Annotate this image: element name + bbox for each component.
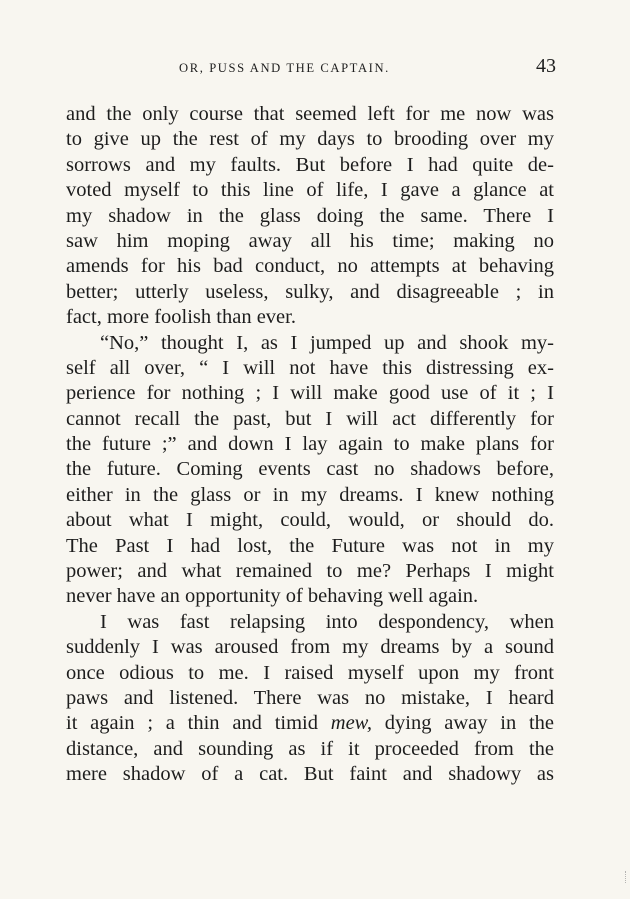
text-line: saw him moping away all his time; making no [66, 229, 554, 252]
page-body [66, 102, 554, 788]
text-fragment: it again ; a thin and timid [66, 712, 318, 735]
text-line: to give up the rest of my days to brooding over my [66, 128, 554, 151]
text-line: mere shadow of a cat. But faint and shadowy as [66, 763, 554, 786]
running-head [66, 57, 556, 81]
text-line: voted myself to this line of life, I gave a glance at [66, 179, 554, 202]
text-line: perience for nothing ; I will make good use of it ; I [66, 382, 554, 405]
text-line: suddenly I was aroused from my dreams by a sound [66, 636, 554, 659]
text-line: never have an opportunity of behaving well again. [66, 585, 479, 608]
text-line: amends for his bad conduct, no attempts at behaving [66, 255, 554, 278]
text-line: cannot recall the past, but I will act differently for [66, 407, 554, 430]
text-line-with-italic [66, 711, 554, 736]
text-line: the future ;” and down I lay again to make plans for [66, 433, 554, 456]
running-title: OR, PUSS AND THE CAPTAIN. [179, 61, 390, 75]
text-line: the future. Coming events cast no shadows before, [66, 458, 554, 481]
page-number: 43 [536, 55, 556, 77]
text-line: once odious to me. I raised myself upon my front [66, 661, 554, 684]
text-line: fact, more foolish than ever. [66, 306, 296, 329]
text-line: sorrows and my faults. But before I had quite de- [66, 153, 554, 176]
text-line: power; and what remained to me? Perhaps I might [66, 560, 554, 583]
text-fragment: dying away in the [384, 712, 554, 735]
text-line: I was fast relapsing into despondency, when [100, 610, 554, 633]
text-line: self all over, “ I will not have this distressing ex- [66, 356, 554, 379]
text-line: about what I might, could, would, or should do. [66, 509, 554, 532]
text-line: “No,” thought I, as I jumped up and shook my- [100, 331, 554, 354]
text-line: either in the glass or in my dreams. I knew nothing [66, 483, 554, 506]
text-line: paws and listened. There was no mistake, I heard [66, 686, 554, 709]
text-line: my shadow in the glass doing the same. There I [66, 204, 554, 227]
italic-word: mew, [330, 712, 372, 735]
text-line: The Past I had lost, the Future was not in my [66, 534, 554, 557]
page-edge-mark [625, 871, 628, 883]
text-line: and the only course that seemed left for me now was [66, 103, 554, 125]
text-line: better; utterly useless, sulky, and disagreeable ; in [66, 280, 554, 303]
text-line: distance, and sounding as if it proceeded from the [66, 737, 554, 760]
